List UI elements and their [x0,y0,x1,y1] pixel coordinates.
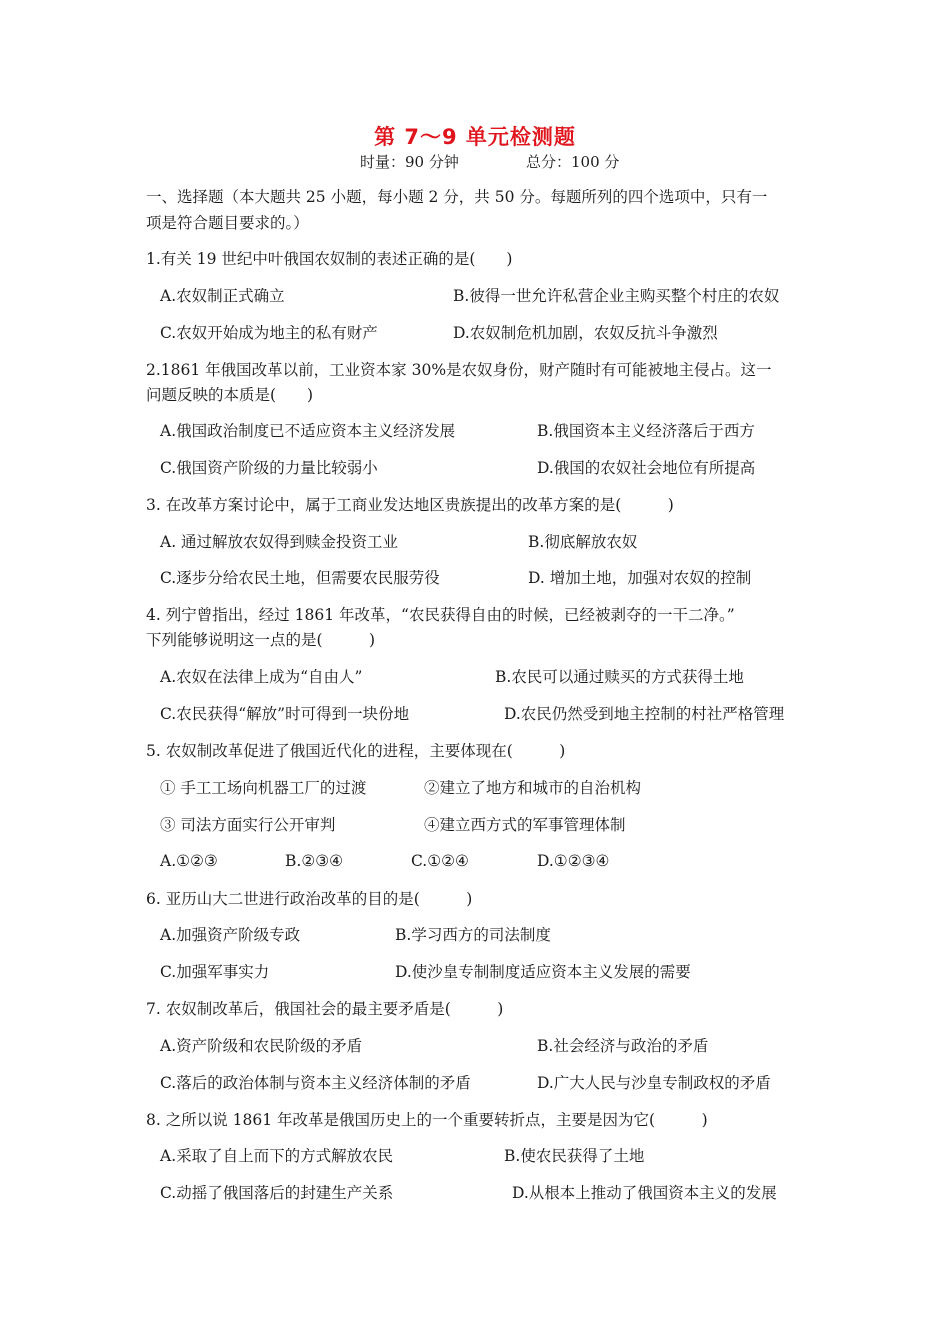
question-8-option-b: B.使农民获得了土地 [504,1147,645,1165]
question-8-option-c: C.动摇了俄国落后的封建生产关系 [160,1184,394,1202]
question-2-stem-line1: 2.1861 年俄国改革以前，工业资本家 30%是农奴身份，财产随时有可能被地主侵占。这一 [146,361,772,379]
question-3-option-a: A. 通过解放农奴得到赎金投资工业 [160,533,399,551]
question-5-stem: 5. 农奴制改革促进了俄国近代化的进程，主要体现在( ) [146,742,566,760]
question-3-option-d: D. 增加土地，加强对农奴的控制 [528,569,752,587]
question-5-option-a: A.①②③ [160,852,218,870]
question-2-option-d: D.俄国的农奴社会地位有所提高 [537,459,756,477]
question-4-option-d: D.农民仍然受到地主控制的村社严格管理 [504,705,785,723]
question-5-item-4: ④建立西方式的军事管理体制 [424,816,626,834]
question-4-option-b: B.农民可以通过赎买的方式获得土地 [495,668,744,686]
question-7-option-d: D.广大人民与沙皇专制政权的矛盾 [537,1074,771,1092]
question-2-option-a: A.俄国政治制度已不适应资本主义经济发展 [160,422,456,440]
question-5-option-c: C.①②④ [411,852,469,870]
question-7-option-c: C.落后的政治体制与资本主义经济体制的矛盾 [160,1074,471,1092]
question-5-option-b: B.②③④ [285,852,344,870]
question-6-option-d: D.使沙皇专制制度适应资本主义发展的需要 [395,963,691,981]
question-8-stem: 8. 之所以说 1861 年改革是俄国历史上的一个重要转折点，主要是因为它( ) [146,1111,708,1129]
exam-title: 第 7～9 单元检测题 [374,125,576,149]
question-2-stem-line2: 问题反映的本质是( ) [146,386,314,404]
question-3-stem: 3. 在改革方案讨论中，属于工商业发达地区贵族提出的改革方案的是( ) [146,496,674,514]
question-8-option-d: D.从根本上推动了俄国资本主义的发展 [512,1184,777,1202]
question-1-option-b: B.彼得一世允许私营企业主购买整个村庄的农奴 [453,287,780,305]
question-4-stem-line1: 4. 列宁曾指出，经过 1861 年改革，“农民获得自由的时候，已经被剥夺的一干二净。” [146,606,735,624]
question-2-option-b: B.俄国资本主义经济落后于西方 [537,422,755,440]
question-5-item-2: ②建立了地方和城市的自治机构 [424,779,642,797]
exam-time: 时量：90 分钟 [360,153,459,171]
question-4-option-a: A.农奴在法律上成为“自由人” [160,668,363,686]
question-3-option-c: C.逐步分给农民土地，但需要农民服劳役 [160,569,440,587]
question-1-stem: 1.有关 19 世纪中叶俄国农奴制的表述正确的是( ) [146,250,513,268]
question-8-option-a: A.采取了自上而下的方式解放农民 [160,1147,394,1165]
question-5-item-3: ③ 司法方面实行公开审判 [160,816,336,834]
exam-score: 总分：100 分 [526,153,620,171]
question-4-stem-line2: 下列能够说明这一点的是( ) [146,631,376,649]
question-6-option-b: B.学习西方的司法制度 [395,926,551,944]
section-instructions-line2: 项是符合题目要求的。） [146,214,309,232]
question-6-stem: 6. 亚历山大二世进行政治改革的目的是( ) [146,890,473,908]
section-instructions-line1: 一、选择题（本大题共 25 小题，每小题 2 分，共 50 分。每题所列的四个选项中，只有一 [146,188,768,206]
question-6-option-c: C.加强军事实力 [160,963,270,981]
question-3-option-b: B.彻底解放农奴 [528,533,638,551]
question-7-stem: 7. 农奴制改革后，俄国社会的最主要矛盾是( ) [146,1000,504,1018]
question-1-option-d: D.农奴制危机加剧，农奴反抗斗争激烈 [453,324,718,342]
question-7-option-b: B.社会经济与政治的矛盾 [537,1037,709,1055]
question-1-option-a: A.农奴制正式确立 [160,287,285,305]
question-5-option-d: D.①②③④ [537,852,610,870]
question-7-option-a: A.资产阶级和农民阶级的矛盾 [160,1037,363,1055]
question-1-option-c: C.农奴开始成为地主的私有财产 [160,324,378,342]
question-6-option-a: A.加强资产阶级专政 [160,926,301,944]
question-2-option-c: C.俄国资产阶级的力量比较弱小 [160,459,378,477]
question-4-option-c: C.农民获得“解放”时可得到一块份地 [160,705,410,723]
question-5-item-1: ① 手工工场向机器工厂的过渡 [160,779,367,797]
